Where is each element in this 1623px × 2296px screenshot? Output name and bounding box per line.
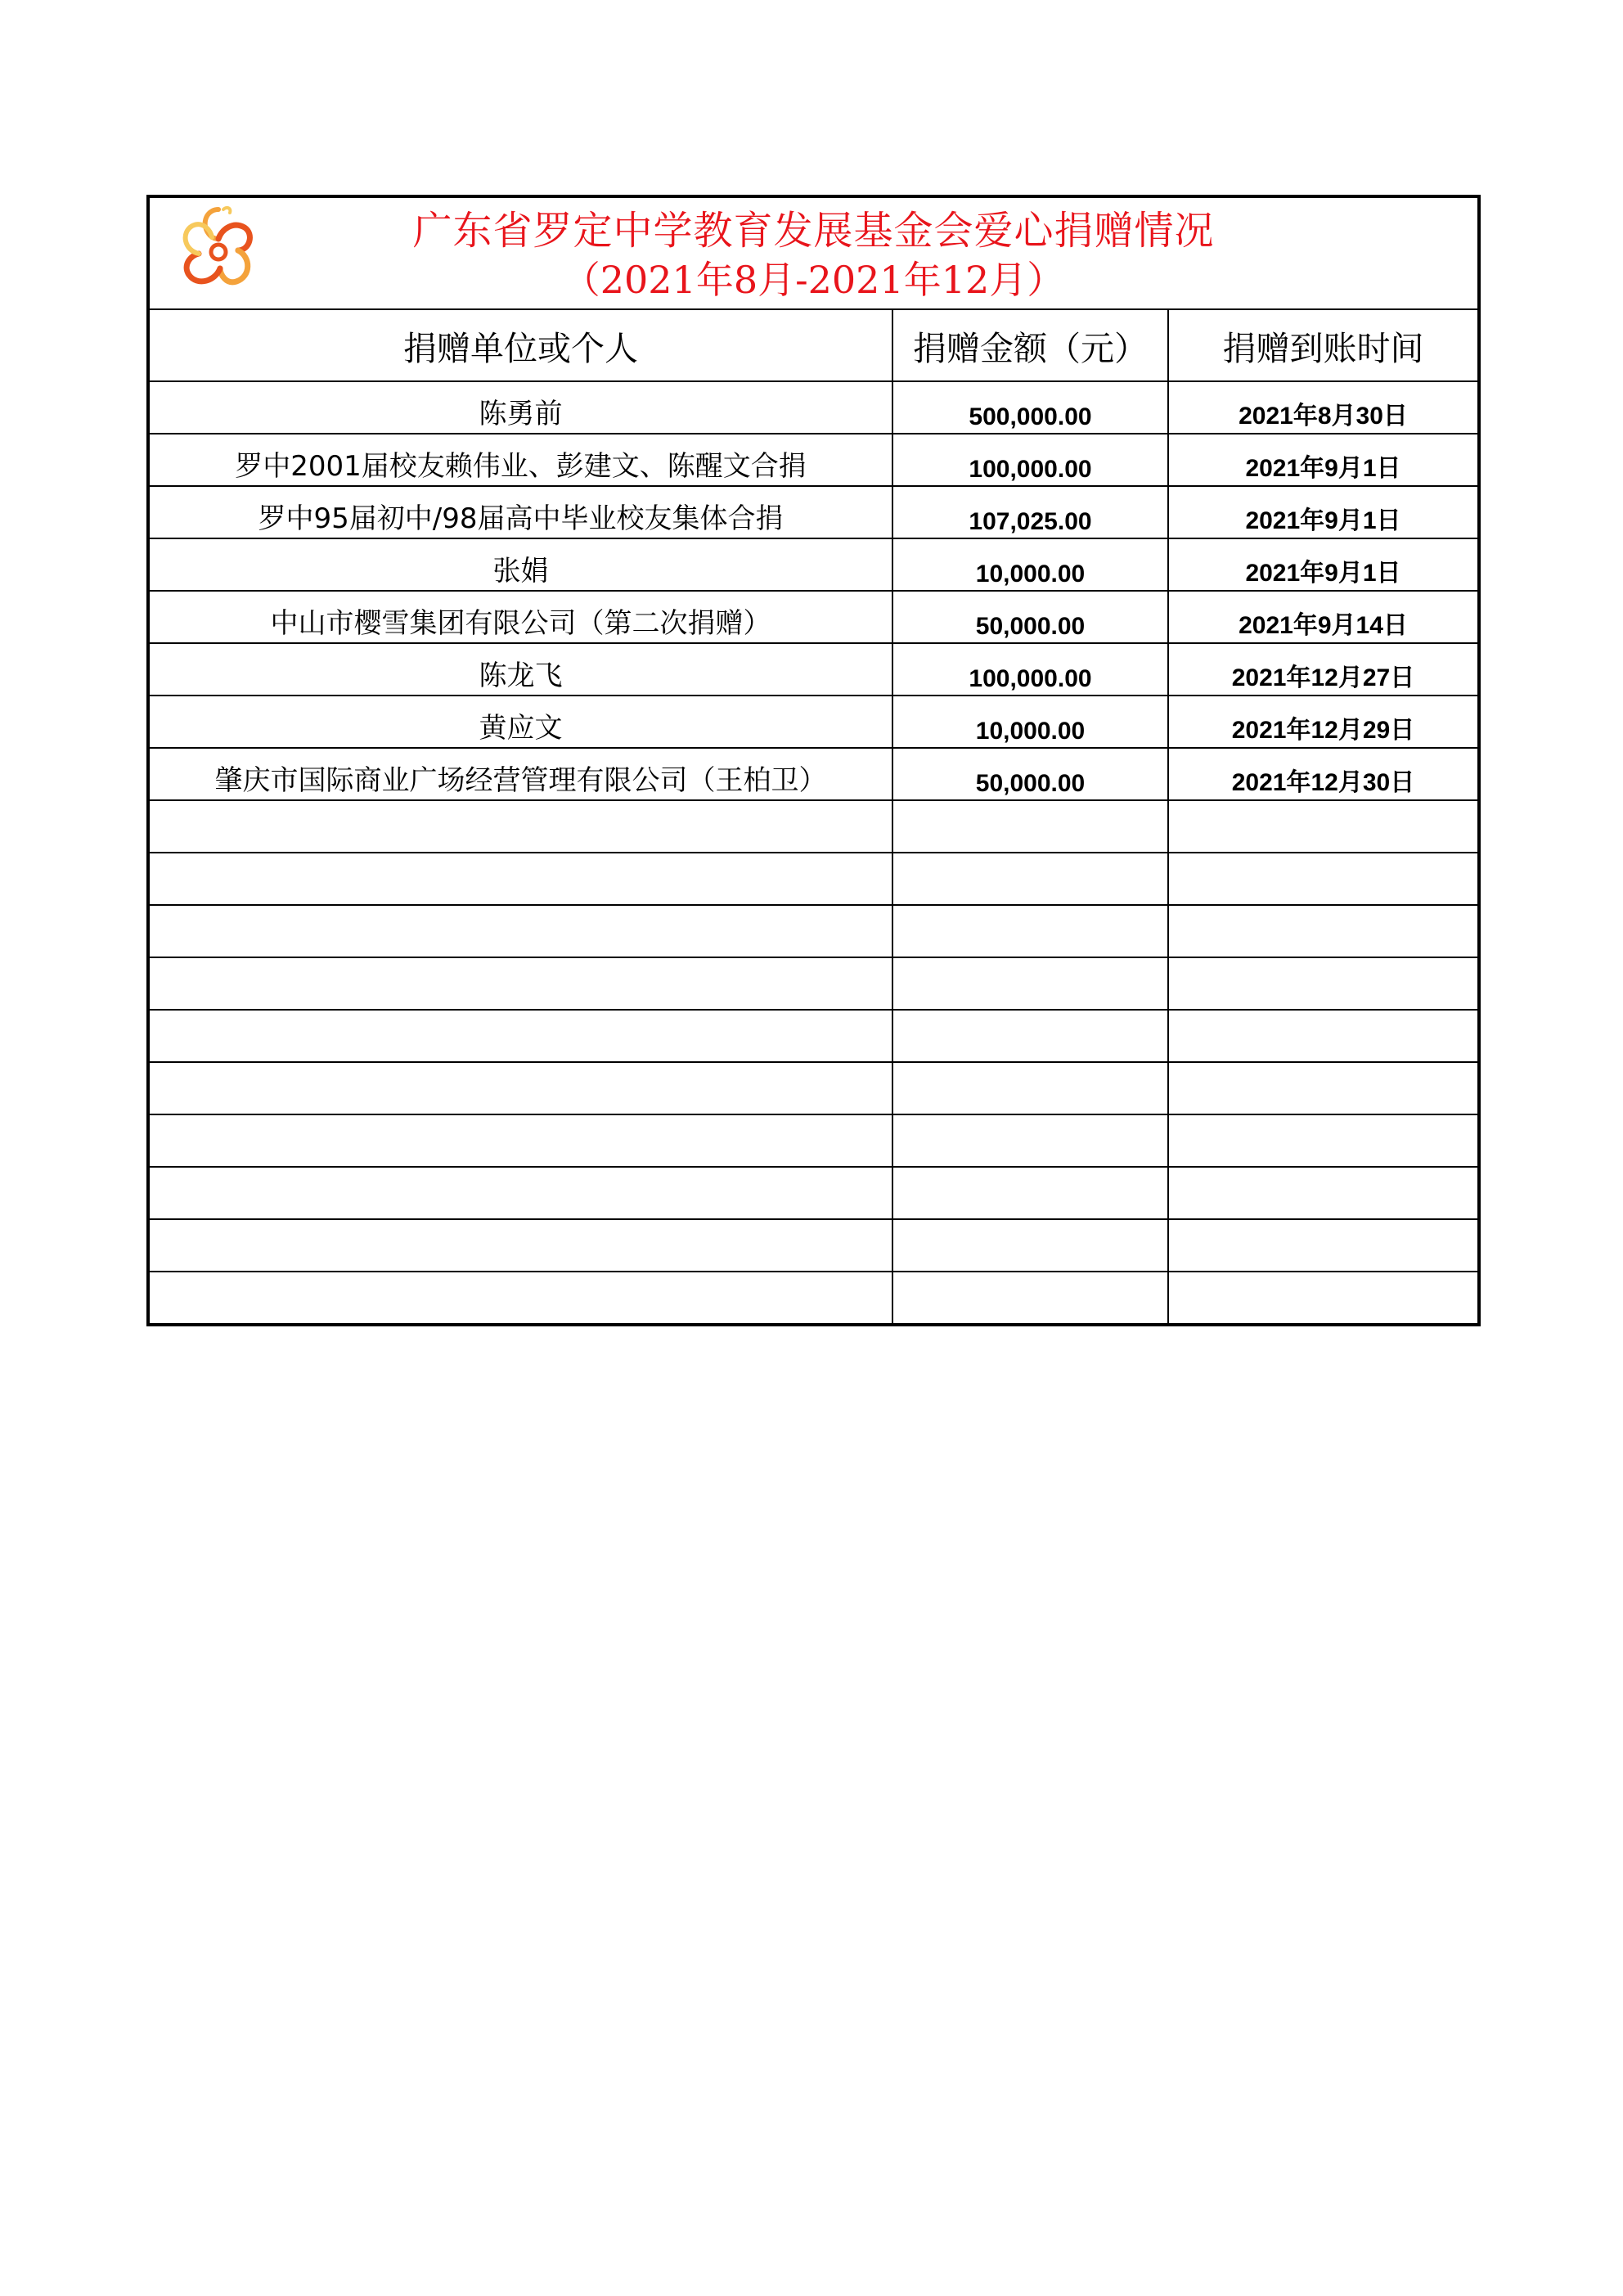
header-amount: 捐赠金额（元） [892,310,1168,381]
donor-cell [150,800,892,853]
table-row [150,643,1477,696]
date-cell [1168,1062,1477,1114]
table-row [150,853,1477,905]
date-cell: 2021年9月14日 [1168,591,1477,643]
donor-cell: 陈龙飞 [150,643,892,696]
donor-cell: 肇庆市国际商业广场经营管理有限公司（王柏卫） [150,748,892,800]
date-cell: 2021年9月1日 [1168,538,1477,591]
amount-cell: 100,000.00 [892,434,1168,486]
date-cell: 2021年12月30日 [1168,748,1477,800]
date-cell: 2021年8月30日 [1168,381,1477,434]
donor-cell: 黄应文 [150,696,892,748]
table-row [150,957,1477,1010]
donor-cell [150,1114,892,1167]
donor-cell [150,1272,892,1323]
table-row [150,1272,1477,1323]
table-row [150,1062,1477,1114]
table-row [150,905,1477,957]
amount-cell: 10,000.00 [892,696,1168,748]
amount-cell: 107,025.00 [892,486,1168,538]
donor-cell [150,905,892,957]
header-row [150,310,1477,381]
date-cell [1168,853,1477,905]
amount-cell [892,1010,1168,1062]
table-row [150,800,1477,853]
amount-cell [892,1219,1168,1272]
date-cell [1168,1219,1477,1272]
donation-sheet [146,195,1481,1326]
amount-cell: 50,000.00 [892,591,1168,643]
amount-cell [892,1272,1168,1323]
donor-cell: 罗中2001届校友赖伟业、彭建文、陈醒文合捐 [150,434,892,486]
table-row [150,434,1477,486]
amount-cell: 100,000.00 [892,643,1168,696]
amount-cell: 500,000.00 [892,381,1168,434]
date-cell: 2021年12月27日 [1168,643,1477,696]
table-row [150,381,1477,434]
table-row [150,538,1477,591]
date-cell [1168,1114,1477,1167]
date-cell [1168,957,1477,1010]
table-row [150,591,1477,643]
date-cell [1168,1010,1477,1062]
amount-cell [892,1114,1168,1167]
date-cell: 2021年9月1日 [1168,434,1477,486]
table-row [150,748,1477,800]
donor-cell: 中山市樱雪集团有限公司（第二次捐赠） [150,591,892,643]
date-cell [1168,905,1477,957]
title-main: 广东省罗定中学教育发展基金会爱心捐赠情况 [412,208,1215,254]
title-period: （2021年8月-2021年12月） [562,258,1065,302]
donor-cell [150,1062,892,1114]
table-row [150,1010,1477,1062]
table-row [150,1219,1477,1272]
amount-cell: 10,000.00 [892,538,1168,591]
date-cell: 2021年9月1日 [1168,486,1477,538]
amount-cell [892,853,1168,905]
donor-cell: 张娟 [150,538,892,591]
donor-cell [150,1219,892,1272]
date-cell [1168,1167,1477,1219]
amount-cell [892,905,1168,957]
donor-cell: 罗中95届初中/98届高中毕业校友集体合捐 [150,486,892,538]
table-row [150,1114,1477,1167]
date-cell: 2021年12月29日 [1168,696,1477,748]
amount-cell [892,800,1168,853]
amount-cell [892,957,1168,1010]
date-cell [1168,1272,1477,1323]
title-block [150,198,1477,310]
donor-cell [150,1167,892,1219]
table-row [150,696,1477,748]
table-row [150,1167,1477,1219]
header-date: 捐赠到账时间 [1168,310,1477,381]
table-row [150,486,1477,538]
donor-cell [150,957,892,1010]
donor-cell [150,1010,892,1062]
date-cell [1168,800,1477,853]
donation-table [150,310,1477,1323]
amount-cell [892,1167,1168,1219]
amount-cell [892,1062,1168,1114]
donor-cell [150,853,892,905]
donor-cell: 陈勇前 [150,381,892,434]
header-donor: 捐赠单位或个人 [150,310,892,381]
amount-cell: 50,000.00 [892,748,1168,800]
